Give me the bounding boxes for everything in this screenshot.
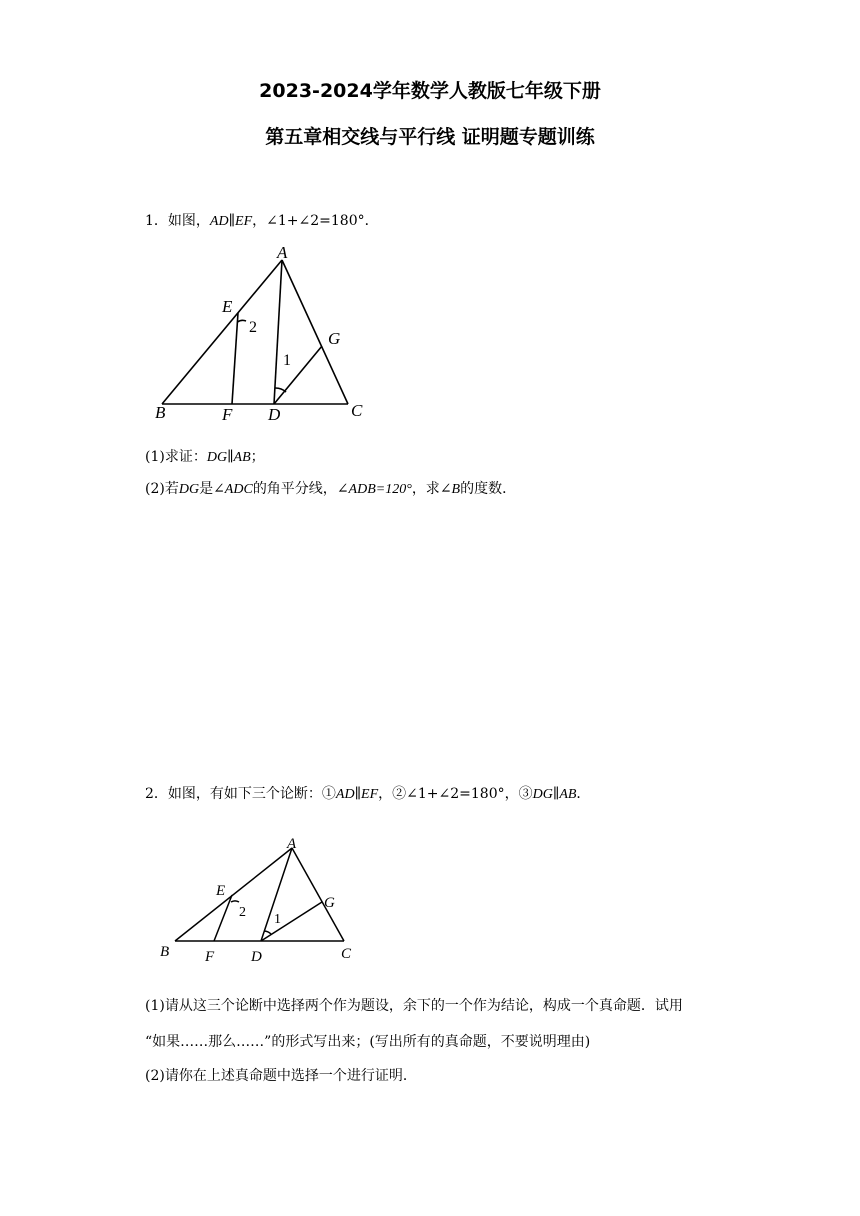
q1-number: 1． [145,213,168,229]
q1-label-d: D [268,405,281,424]
q1-part1-math: DG∥AB [206,450,251,465]
q2-figure [150,830,370,970]
q1-end: ． [364,213,379,229]
q1-part2-text-c: 的角平分线， [252,481,337,497]
page-title: 2023-2024学年数学人教版七年级下册 [259,80,601,102]
q1-part2-math-3: ∠ADB=120° [336,482,412,497]
q2-stem [145,783,590,803]
q1-part2-math-1: DG [178,482,200,497]
q2-label-b: B [160,944,170,960]
q1-stem [145,210,379,230]
q1-label-f: F [222,405,233,424]
q1-part1 [145,446,265,466]
q2-part1-line1: (1)请从这三个论断中选择两个作为题设，余下的一个作为结论，构成一个真命题．试用 [145,998,683,1014]
q2-label-g: G [324,895,335,911]
q1-label-g: G [328,329,341,348]
q2-label-angle2: 2 [239,905,246,920]
q1-label-c: C [351,401,363,420]
q1-label-angle2: 2 [249,319,257,336]
q1-part2-text-e: 的度数． [460,481,517,497]
q2-number: 2． [145,786,168,802]
q1-part2-text-d: ，求 [411,481,440,497]
q1-part1-end: ； [250,449,265,465]
q2-stem-text: 如图，有如下三个论断：① [167,786,336,802]
q1-stem-text: 如图， [167,213,210,229]
q1-part1-text: (1)求证： [145,449,207,465]
q1-part2-text-b: 是 [199,481,214,497]
q2-math-3: DG∥AB [532,787,577,802]
q2-label-d: D [251,949,262,965]
q1-label-e: E [222,297,233,316]
q1-part2-math-2: ∠ADC [213,482,253,497]
q2-label-angle1: 1 [274,912,281,927]
q1-part2 [145,478,516,498]
q2-part2: (2)请你在上述真命题中选择一个进行证明． [145,1068,417,1084]
q2-sep-2: ，③ [504,786,533,802]
q2-label-c: C [341,946,352,962]
q1-figure [150,240,380,425]
q1-label-angle1: 1 [283,352,291,369]
q2-part1-line2: “如果……那么……”的形式写出来；(写出所有的真命题，不要说明理由) [145,1034,591,1050]
q1-label-a: A [277,243,288,262]
q2-math-2: ∠1+∠2=180° [406,786,505,802]
q1-part2-math-4: ∠B [439,482,461,497]
q1-math-angle-sum: ∠1+∠2=180° [266,213,365,229]
q2-label-f: F [205,949,215,965]
q2-label-e: E [216,883,226,899]
q2-sep-1: ，② [378,786,407,802]
q1-sep: ， [252,213,267,229]
q1-part2-text-a: (2)若 [145,481,179,497]
q2-math-1: AD∥EF [335,787,379,802]
q1-label-b: B [155,403,166,422]
q1-math-parallel: AD∥EF [209,214,253,229]
q2-end: ． [576,786,591,802]
page-subtitle: 第五章相交线与平行线 证明题专题训练 [265,126,595,148]
q2-label-a: A [287,836,297,852]
